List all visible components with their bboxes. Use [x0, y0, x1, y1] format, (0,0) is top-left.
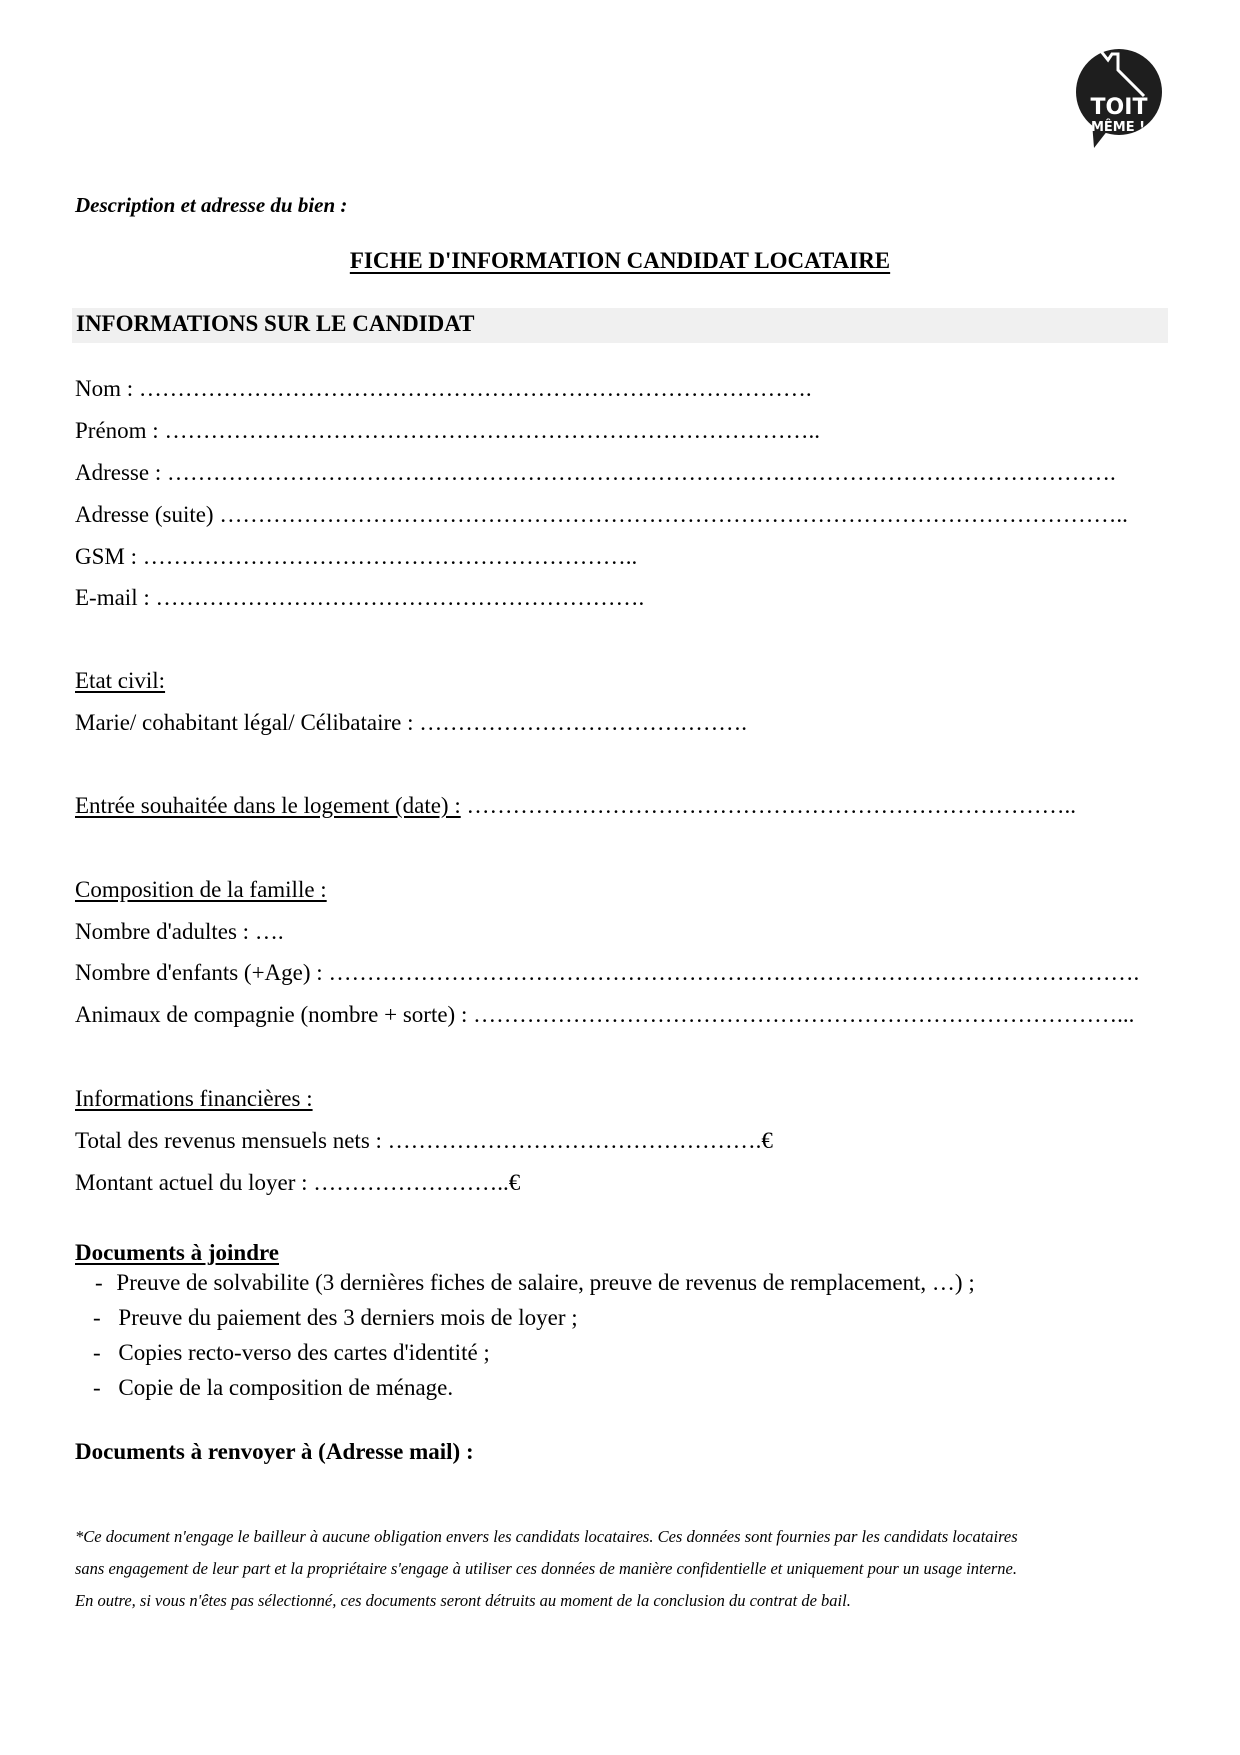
field-label: Nombre d'enfants (+Age) :	[75, 960, 323, 985]
property-description-label: Description et adresse du bien :	[75, 193, 348, 217]
field-label: Entrée souhaitée dans le logement (date) :	[75, 793, 461, 818]
bullet-dash: -	[95, 1270, 103, 1295]
field-label: Nom :	[75, 376, 134, 401]
field-adresse[interactable]	[75, 459, 1116, 487]
document-item	[95, 1269, 975, 1297]
field-blank[interactable]: ……………………………………………………………………..	[466, 793, 1076, 818]
field-blank[interactable]: ………………………………………………………..	[142, 544, 638, 569]
field-move-in-date[interactable]	[75, 792, 1076, 820]
field-blank[interactable]: ….	[254, 919, 284, 944]
field-blank[interactable]: ………………………………………….	[387, 1128, 762, 1153]
field-gsm[interactable]	[75, 543, 637, 571]
euro-suffix: €	[761, 1128, 773, 1153]
field-label: Adresse (suite)	[75, 502, 214, 527]
field-label: Total des revenus mensuels nets :	[75, 1128, 382, 1153]
document-item-text: Copies recto-verso des cartes d'identité ;	[118, 1340, 490, 1365]
toit-meme-logo	[1074, 48, 1164, 154]
field-label: E-mail :	[75, 585, 150, 610]
field-civil-status[interactable]	[75, 709, 747, 737]
document-item-text: Preuve de solvabilite (3 dernières fiches de salaire, preuve de revenus de remplacement, …) ;	[116, 1270, 975, 1295]
field-label: Prénom :	[75, 418, 159, 443]
field-blank[interactable]: …………………………………………………………………………..	[164, 418, 820, 443]
document-item-text: Preuve du paiement des 3 derniers mois de loyer ;	[118, 1305, 578, 1330]
footnote-line: En outre, si vous n'êtes pas sélectionné, ces documents seront détruits au moment de la conclusion du contrat de bail.	[75, 1591, 851, 1610]
field-label: Animaux de compagnie (nombre + sorte) :	[75, 1002, 468, 1027]
field-nom[interactable]	[75, 375, 812, 403]
documents-heading: Documents à joindre	[75, 1240, 280, 1265]
field-label: Marie/ cohabitant légal/ Célibataire :	[75, 710, 414, 735]
bullet-dash: -	[93, 1375, 101, 1400]
documents-return-label: Documents à renvoyer à (Adresse mail) :	[75, 1439, 474, 1464]
field-blank[interactable]: …………………………………….	[419, 710, 747, 735]
field-blank[interactable]: ……………………..	[313, 1170, 509, 1195]
bullet-dash: -	[93, 1305, 101, 1330]
field-blank[interactable]: …………………………………………………………………………………………………………….	[166, 460, 1116, 485]
field-adresse-suite[interactable]	[75, 501, 1128, 529]
field-prenom[interactable]	[75, 417, 820, 445]
bullet-dash: -	[93, 1340, 101, 1365]
document-item	[93, 1374, 453, 1402]
document-item	[93, 1339, 490, 1367]
candidate-section-heading: INFORMATIONS SUR LE CANDIDAT	[76, 311, 475, 336]
page-title: FICHE D'INFORMATION CANDIDAT LOCATAIRE	[349, 248, 891, 273]
field-label: Montant actuel du loyer :	[75, 1170, 308, 1195]
euro-suffix: €	[508, 1170, 521, 1195]
footnote-line: sans engagement de leur part et la propriétaire s'engage à utiliser ces données de manière confidentielle et uniquement pour un usage interne.	[75, 1559, 1018, 1578]
field-label: Adresse :	[75, 460, 162, 485]
field-children[interactable]	[75, 959, 1139, 987]
field-blank[interactable]: …………………………………………………………………………………………….	[328, 960, 1140, 985]
family-heading: Composition de la famille :	[75, 877, 327, 902]
document-item	[93, 1304, 578, 1332]
civil-status-heading: Etat civil:	[75, 668, 166, 693]
financial-heading: Informations financières :	[75, 1086, 313, 1111]
document-item-text: Copie de la composition de ménage.	[118, 1375, 454, 1400]
candidate-section-header	[72, 308, 1168, 343]
house-speech-bubble-icon	[1074, 48, 1164, 154]
field-blank[interactable]: ………………………………………………………………………………………………………..	[219, 502, 1128, 527]
footnote-line: *Ce document n'engage le bailleur à aucune obligation envers les candidats locataires. Ces données sont fournies par les candidats locataires	[75, 1527, 1018, 1546]
field-blank[interactable]: …………………………………………………………………………...	[473, 1002, 1135, 1027]
field-blank[interactable]: …………………………………………………………………………….	[138, 376, 812, 401]
field-monthly-income[interactable]	[75, 1127, 773, 1155]
logo-line2: MÊME !	[1090, 120, 1146, 135]
logo-line1: TOIT	[1090, 95, 1148, 120]
field-adults[interactable]	[75, 918, 284, 946]
field-label: GSM :	[75, 544, 137, 569]
field-label: Nombre d'adultes :	[75, 919, 250, 944]
field-current-rent[interactable]	[75, 1169, 520, 1197]
field-pets[interactable]	[75, 1001, 1134, 1029]
field-email[interactable]	[75, 584, 644, 612]
field-blank[interactable]: ……………………………………………………….	[155, 585, 645, 610]
